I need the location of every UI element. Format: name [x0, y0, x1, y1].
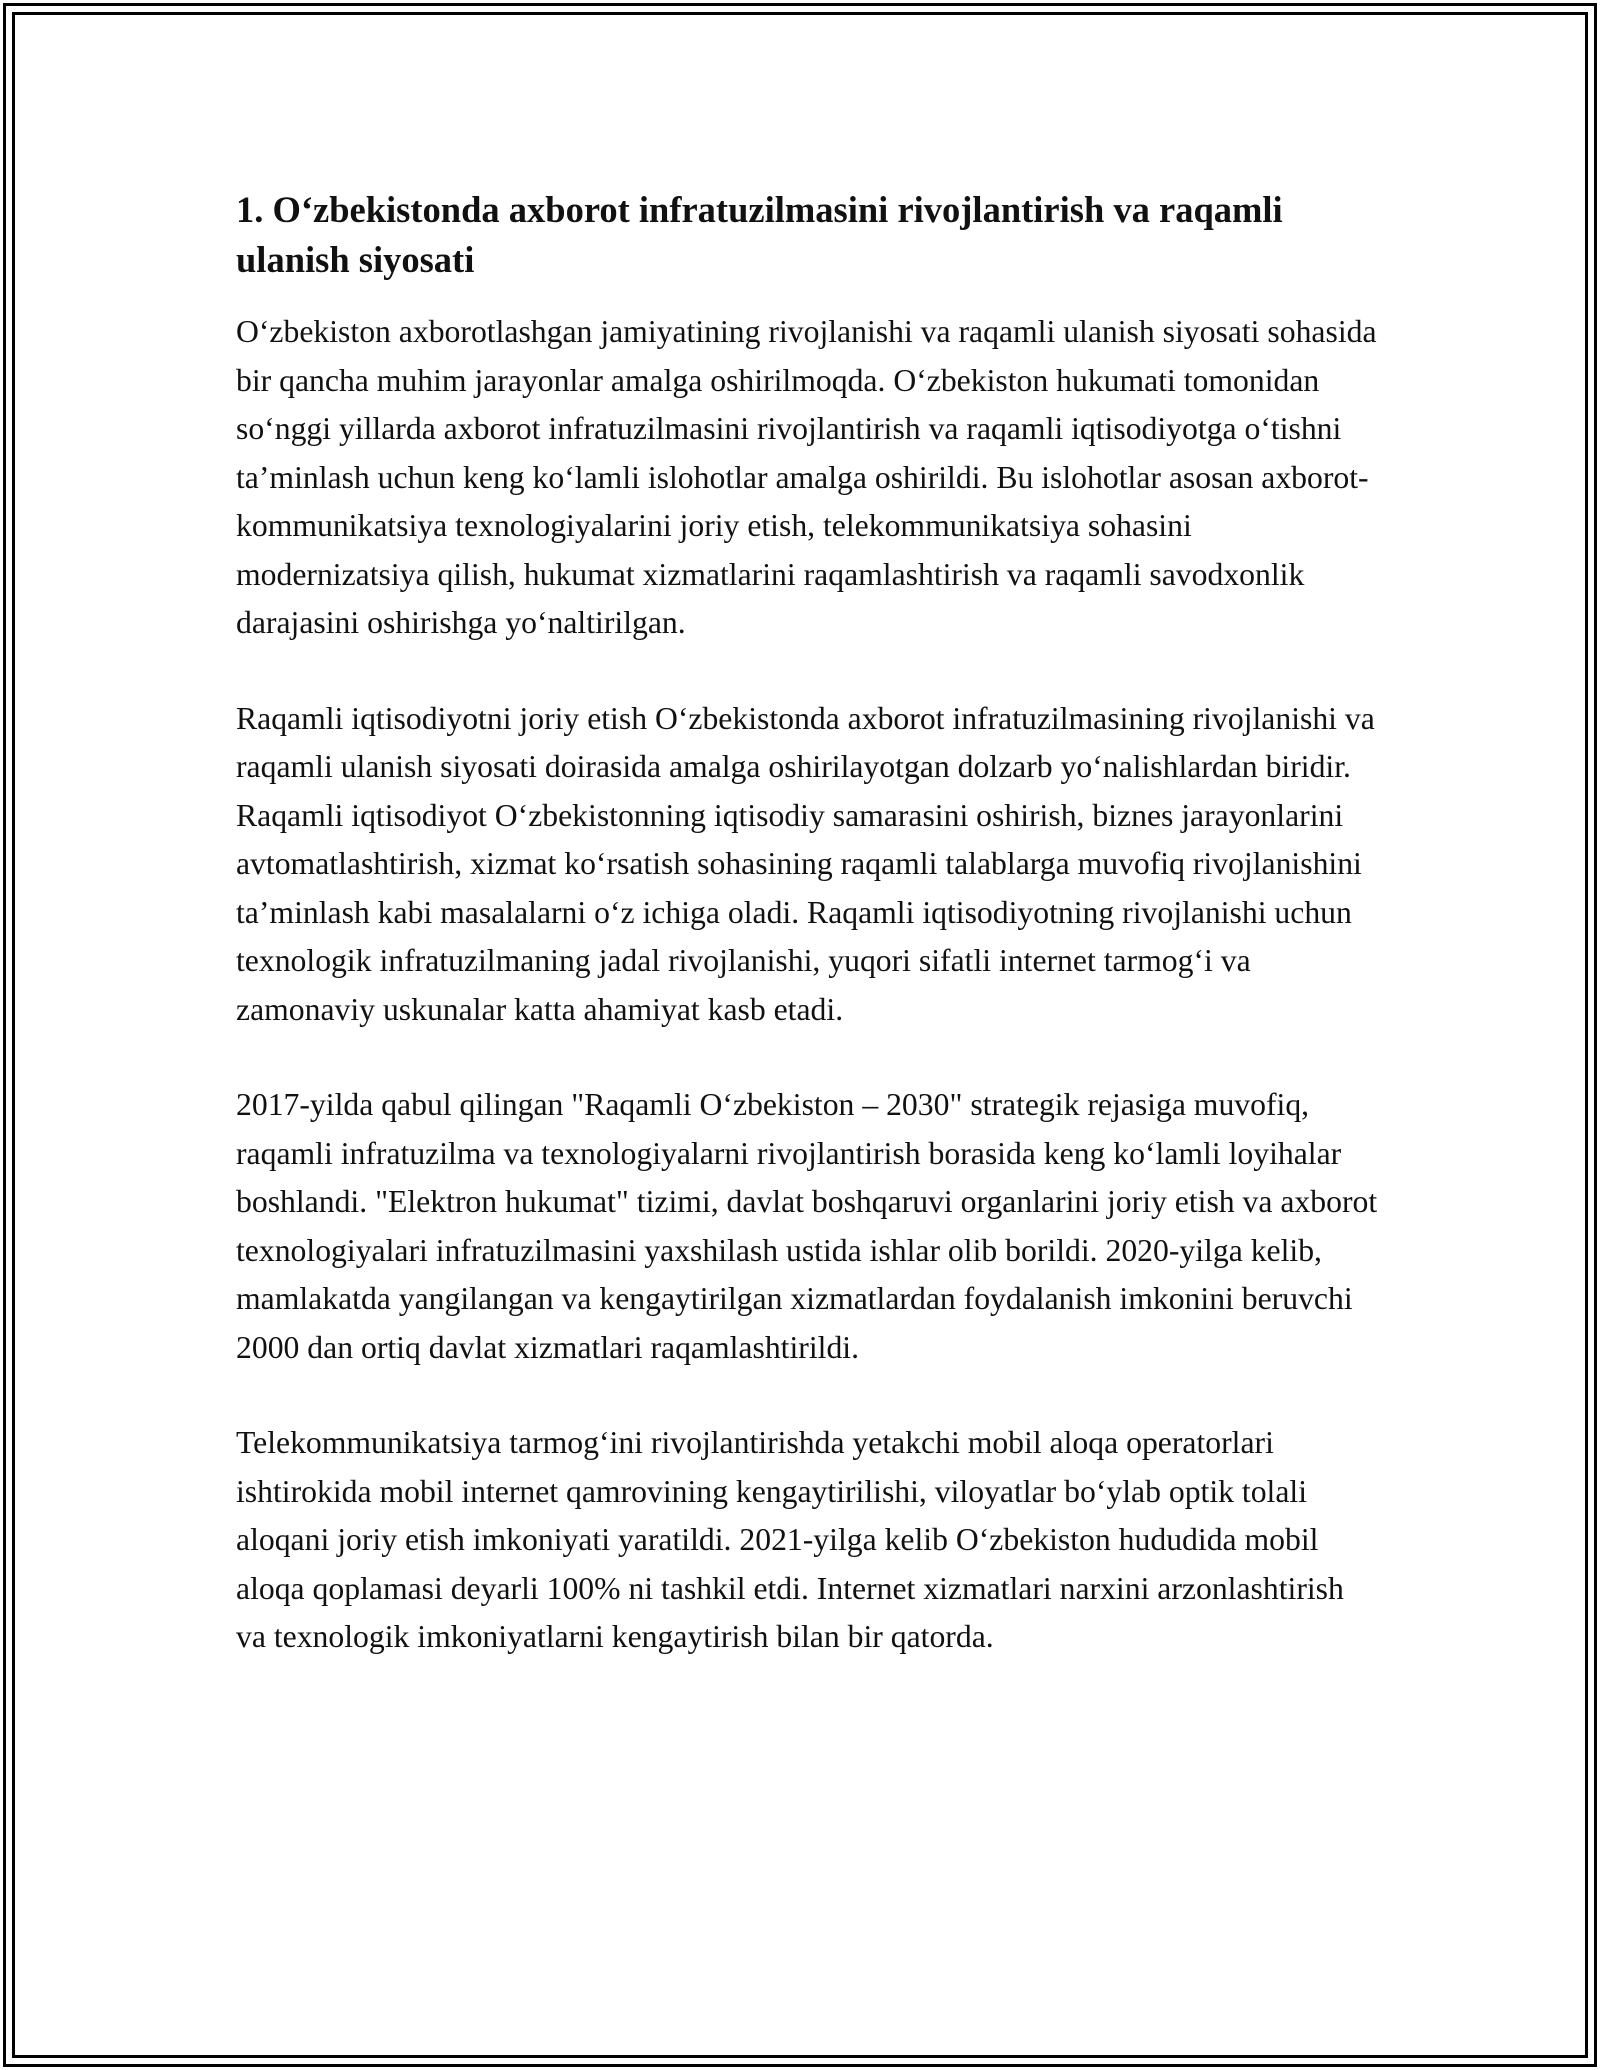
section-heading: 1. O‘zbekistonda axborot infratuzilmasini rivojlantirish va raqamli ulanish siyosati	[236, 189, 1283, 280]
paragraph-2: Raqamli iqtisodiyotni joriy etish O‘zbekistonda axborot infratuzilmasining rivojlanishi va raqamli ulanish siyosati doirasida amalga oshirilayotgan dolzarb yo‘nalishlardan biridir. Raqamli iqtisodiyot O‘zbekistonning iqtisodiy samarasini oshirish, biznes jarayonlarini avtomatlashtirish, xizmat ko‘rsatish sohasining raqamli talablarga muvofiq rivojlanishini ta’minlash kabi masalalarni o‘z ichiga oladi. Raqamli iqtisodiyotning rivojlanishi uchun texnologik infratuzilmaning jadal rivojlanishi, yuqori sifatli internet tarmog‘i va zamonaviy uskunalar katta ahamiyat kasb etadi.	[236, 700, 1375, 1027]
paragraph-1: O‘zbekiston axborotlashgan jamiyatining rivojlanishi va raqamli ulanish siyosati sohasida bir qancha muhim jarayonlar amalga oshirilmoqda. O‘zbekiston hukumati tomonidan so‘nggi yillarda axborot infratuzilmasini rivojlantirish va raqamli iqtisodiyotga o‘tishni ta’minlash uchun keng ko‘lamli islohotlar amalga oshirildi. Bu islohotlar asosan axborot-kommunikatsiya texnologiyalarini joriy etish, telekommunikatsiya sohasini modernizatsiya qilish, hukumat xizmatlarini raqamlashtirish va raqamli savodxonlik darajasini oshirishga yo‘naltirilgan.	[236, 314, 1377, 640]
paragraph-4: Telekommunikatsiya tarmog‘ini rivojlantirishda yetakchi mobil aloqa operatorlari ishtirokida mobil internet qamrovining kengaytirilishi, viloyatlar bo‘ylab optik tolali aloqani joriy etish imkoniyati yaratildi. 2021-yilga kelib O‘zbekiston hududida mobil aloqa qoplamasi deyarli 100% ni tashkil etdi. Internet xizmatlari narxini arzonlashtirish va texnologik imkoniyatlarni kengaytirish bilan bir qatorda.	[236, 1425, 1344, 1654]
document-body	[236, 185, 1381, 1662]
paragraph-3: 2017-yilda qabul qilingan "Raqamli O‘zbekiston – 2030" strategik rejasiga muvofiq, raqamli infratuzilma va texnologiyalarni rivojlantirish borasida keng ko‘lamli loyihalar boshlandi. "Elektron hukumat" tizimi, davlat boshqaruvi organlarini joriy etish va axborot texnologiyalari infratuzilmasini yaxshilash ustida ishlar olib borildi. 2020-yilga kelib, mamlakatda yangilangan va kengaytirilgan xizmatlardan foydalanish imkonini beruvchi 2000 dan ortiq davlat xizmatlari raqamlashtirildi.	[236, 1087, 1378, 1365]
